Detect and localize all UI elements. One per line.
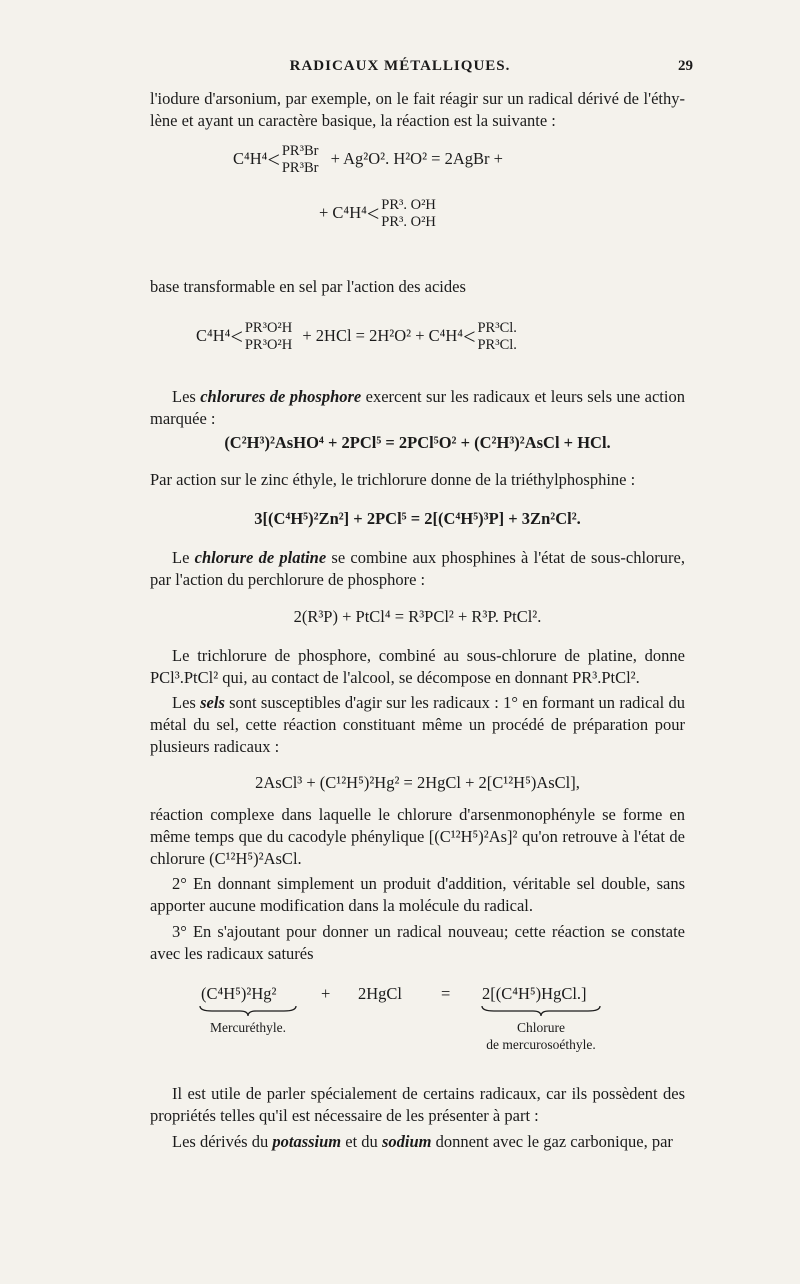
paragraph-10: 3° En s'ajoutant pour donner un radical nouveau; cette réaction se constate avec les radicaux saturés — [150, 922, 685, 963]
paragraph-7 — [150, 692, 685, 758]
eq3-top-1: PR³O²H — [244, 320, 293, 336]
eq3-bottom-1: PR³O²H — [244, 337, 293, 353]
eq1-fraction — [282, 143, 319, 177]
p12-text-2: et du — [341, 1132, 382, 1151]
eq1-left: C⁴H⁴ — [233, 148, 268, 168]
eq3-top-2: PR³Cl. — [477, 320, 517, 336]
p3-text-2: exercent sur les radicaux et leurs sels une action marquée : — [150, 387, 685, 428]
page-number: 29 — [678, 58, 693, 74]
eq8-equals: = — [441, 984, 451, 1003]
p7-emphasis: sels — [200, 693, 225, 712]
p12-emphasis-2: sodium — [381, 1132, 432, 1151]
eq2-bracket: < — [366, 201, 380, 226]
eq2-top: PR³. O²H — [381, 197, 436, 213]
eq3-bracket-2: < — [463, 324, 476, 349]
eq3-middle: + 2HCl = 2H²O² + C⁴H⁴ — [302, 325, 464, 345]
eq2-fraction — [381, 197, 436, 231]
paragraph-6: Le trichlorure de phosphore, combiné au sous-chlorure de platine, donne PCl³.PtCl² qui, au contact de l'alcool, se décompose en donnant PR³.PtCl². — [150, 646, 685, 687]
eq8-plus: + — [321, 984, 331, 1003]
paragraph-8: réaction complexe dans laquelle le chlorure d'arsenmonophényle se forme en même temps que du cacodyle phénylique [(C¹²H⁵)²As]² qu'on retrouve à l'état de chlorure (C¹²H⁵)²AsCl. — [150, 805, 685, 868]
eq1-bottom: PR³Br — [281, 160, 319, 176]
p7-text-2: sont susceptibles d'agir sur les radicaux : 1° en formant un radical du métal du sel, cette réaction constituant même un procédé de préparation pour plusieurs radicaux : — [150, 693, 685, 756]
equation-2 — [319, 197, 436, 231]
p12-text-1: Les dérivés du — [172, 1132, 273, 1151]
eq3-bracket-1: < — [230, 324, 243, 349]
eq8-label-1: Mercuréthyle. — [209, 1020, 287, 1035]
eq8-brace-1 — [198, 1004, 298, 1018]
eq2-left: + C⁴H⁴ — [319, 202, 367, 222]
p5-emphasis: chlorure de platine — [194, 548, 327, 567]
equation-3 — [196, 320, 517, 354]
eq3-fraction-1 — [245, 320, 292, 354]
paragraph-5 — [150, 547, 685, 591]
paragraph-12 — [150, 1131, 685, 1153]
paragraph-4: Par action sur le zinc éthyle, le trichlorure donne de la triéthylphosphine : — [150, 470, 636, 489]
equation-5: 3[(C⁴H⁵)²Zn²] + 2PCl⁵ = 2[(C⁴H⁵)³P] + 3Zn²Cl². — [254, 509, 581, 528]
p12-emphasis-1: potassium — [272, 1132, 342, 1151]
eq3-left: C⁴H⁴ — [196, 325, 231, 345]
eq8-term-3: 2[(C⁴H⁵)HgCl.] — [482, 984, 587, 1003]
eq8-label-2-line-2: de mercurosoéthyle. — [486, 1037, 596, 1052]
eq8-term-2: 2HgCl — [358, 984, 403, 1003]
equation-6: 2(R³P) + PtCl⁴ = R³PCl² + R³P. PtCl². — [293, 607, 542, 626]
paragraph-2: base transformable en sel par l'action des acides — [150, 277, 466, 296]
p5-text-2: se combine aux phosphines à l'état de sous-chlorure, par l'action du perchlorure de phosphore : — [150, 548, 685, 589]
eq2-bottom: PR³. O²H — [381, 214, 436, 230]
equation-7: 2AsCl³ + (C¹²H⁵)²Hg² = 2HgCl + 2[C¹²H⁵)AsCl], — [255, 773, 580, 792]
eq8-term-1: (C⁴H⁵)²Hg² — [201, 984, 277, 1003]
eq8-brace-2 — [480, 1004, 602, 1018]
equation-1 — [233, 143, 503, 177]
equation-4: (C²H³)²AsHO⁴ + 2PCl⁵ = 2PCl⁵O² + (C²H³)²AsCl + HCl. — [224, 433, 611, 452]
eq1-rest: + Ag²O². H²O² = 2AgBr + — [330, 148, 503, 168]
eq1-bracket: < — [267, 147, 280, 172]
header-title: RADICAUX MÉTALLIQUES. — [289, 58, 511, 74]
running-header — [0, 58, 800, 80]
eq3-fraction-2 — [477, 320, 516, 354]
eq1-top: PR³Br — [281, 143, 319, 159]
p7-text-1: Les — [172, 693, 201, 712]
eq3-bottom-2: PR³Cl. — [477, 337, 517, 353]
p3-text-1: Les — [172, 387, 201, 406]
paragraph-1: l'iodure d'arsonium, par exemple, on le fait réagir sur un radical dérivé de l'éthy-lène et ayant un caractère basique, la réaction est la suivante : — [150, 89, 685, 130]
p12-text-3: donnent avec le gaz carbonique, par — [431, 1132, 673, 1151]
paragraph-3 — [150, 386, 685, 430]
p3-emphasis: chlorures de phosphore — [200, 387, 362, 406]
p5-text-1: Le — [172, 548, 195, 567]
paragraph-11: Il est utile de parler spécialement de certains radicaux, car ils possèdent des propriétés telles qu'il est nécessaire de les présenter à part : — [150, 1084, 685, 1125]
eq8-label-2-line-1: Chlorure — [517, 1020, 565, 1035]
paragraph-9: 2° En donnant simplement un produit d'addition, véritable sel double, sans apporter aucune modification dans la molécule du radical. — [150, 874, 685, 915]
